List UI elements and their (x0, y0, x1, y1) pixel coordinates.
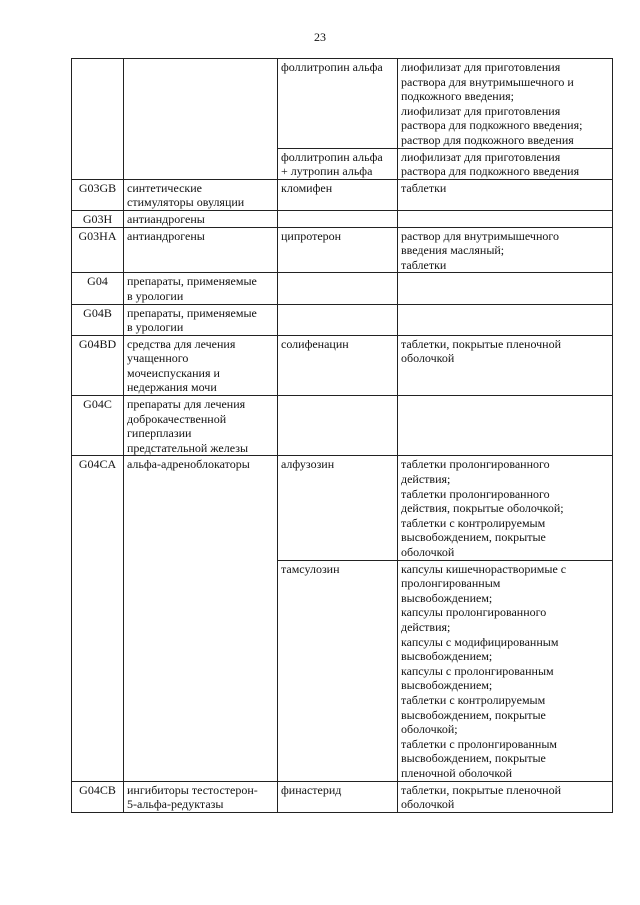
group-line: антиандрогены (127, 228, 205, 243)
group-line: доброкачественной (127, 411, 227, 426)
group-line: гиперплазии (127, 426, 192, 441)
form-line: высвобождением; (401, 649, 493, 664)
group-line: антиандрогены (127, 211, 205, 226)
form-line: капсулы с модифицированным (401, 634, 559, 649)
group-line: учащенного (127, 351, 189, 366)
page-number: 23 (314, 30, 326, 44)
form-line: оболочкой (401, 351, 455, 366)
form-line: оболочкой (401, 797, 455, 812)
group-line: в урологии (127, 320, 184, 335)
form-line: высвобождением, покрытые (401, 707, 546, 722)
atc-code-cell: G03H (72, 210, 124, 227)
atc-code-cell: G03HA (72, 227, 124, 273)
form-cell (398, 210, 613, 227)
group-cell (124, 781, 278, 812)
substance-line: тамсулозин (281, 561, 340, 576)
form-cell (398, 59, 613, 149)
substance-cell (278, 335, 398, 395)
table-row (72, 396, 613, 456)
atc-code-cell: G04 (72, 273, 124, 304)
substance-cell (278, 396, 398, 456)
form-cell (398, 456, 613, 560)
form-line: таблетки с контролируемым (401, 692, 546, 707)
form-line: капсулы кишечнорастворимые с (401, 561, 567, 576)
substance-cell (278, 59, 398, 149)
form-line: капсулы пролонгированного (401, 605, 547, 620)
group-cell (124, 210, 278, 227)
table-row (72, 273, 613, 304)
table-row (72, 781, 613, 812)
group-line: средства для лечения (127, 336, 236, 351)
table-body (72, 59, 613, 813)
group-line: 5-альфа-редуктазы (127, 797, 224, 812)
form-line: действия, покрытые оболочкой; (401, 501, 564, 516)
group-line: альфа-адреноблокаторы (127, 457, 250, 472)
form-line: высвобождением, покрытые (401, 751, 546, 766)
form-cell (398, 396, 613, 456)
group-cell (124, 179, 278, 210)
substance-cell (278, 273, 398, 304)
form-cell (398, 148, 613, 179)
group-cell (124, 304, 278, 335)
group-line: мочеиспускания и (127, 365, 220, 380)
form-line: лиофилизат для приготовления (401, 60, 561, 74)
substance-line: кломифен (281, 180, 333, 195)
group-cell (124, 227, 278, 273)
table-row (72, 59, 613, 149)
form-line: раствора для подкожного введения (401, 164, 580, 179)
substance-cell (278, 304, 398, 335)
form-line: высвобождением, покрытые (401, 530, 546, 545)
substance-line: ципротерон (281, 228, 342, 243)
atc-code-cell (72, 59, 124, 180)
form-line: пленочной оболочкой (401, 765, 513, 780)
form-line: таблетки (401, 180, 447, 195)
substance-line: алфузозин (281, 457, 335, 472)
atc-code-cell: G03GB (72, 179, 124, 210)
form-line: таблетки пролонгированного (401, 457, 550, 472)
substance-line: + лутропин альфа (281, 164, 373, 179)
group-cell (124, 396, 278, 456)
group-line: препараты, применяемые (127, 305, 257, 320)
group-line: препараты, применяемые (127, 274, 257, 289)
group-cell (124, 59, 278, 180)
form-cell (398, 227, 613, 273)
group-line: стимуляторы овуляции (127, 195, 245, 210)
form-line: капсулы с пролонгированным (401, 663, 554, 678)
group-cell (124, 335, 278, 395)
form-line: таблетки, покрытые пленочной (401, 782, 562, 797)
group-line: в урологии (127, 288, 184, 303)
table-row (72, 227, 613, 273)
group-cell (124, 273, 278, 304)
substance-line: фоллитропин альфа (281, 149, 383, 164)
form-line: пролонгированным (401, 576, 501, 591)
group-line: недержания мочи (127, 380, 217, 395)
form-cell (398, 304, 613, 335)
table-row (72, 304, 613, 335)
group-line: синтетические (127, 180, 202, 195)
form-cell (398, 560, 613, 781)
form-cell (398, 335, 613, 395)
atc-code-cell: G04BD (72, 335, 124, 395)
form-line: оболочкой (401, 545, 455, 559)
table-row (72, 456, 613, 560)
form-line: раствор для подкожного введения (401, 132, 574, 147)
substance-cell (278, 456, 398, 560)
form-cell (398, 781, 613, 812)
form-line: раствор для внутримышечного (401, 228, 559, 243)
group-cell (124, 456, 278, 781)
form-line: лиофилизат для приготовления (401, 149, 561, 164)
substance-cell (278, 179, 398, 210)
substance-cell (278, 781, 398, 812)
form-line: раствора для подкожного введения; (401, 118, 583, 133)
group-line: препараты для лечения (127, 397, 246, 412)
substance-cell (278, 148, 398, 179)
form-line: действия; (401, 619, 451, 634)
atc-code-cell: G04CA (72, 456, 124, 781)
form-cell (398, 179, 613, 210)
form-line: подкожного введения; (401, 89, 514, 104)
form-line: действия; (401, 472, 451, 487)
form-line: введения масляный; (401, 243, 505, 258)
form-line: высвобождением; (401, 590, 493, 605)
table-row (72, 210, 613, 227)
atc-code-cell: G04CB (72, 781, 124, 812)
form-line: лиофилизат для приготовления (401, 103, 561, 118)
table-row (72, 179, 613, 210)
drug-table (71, 58, 613, 813)
atc-code-cell: G04B (72, 304, 124, 335)
table-row (72, 335, 613, 395)
group-line: предстательной железы (127, 440, 249, 455)
substance-line: финастерид (281, 782, 342, 797)
form-line: таблетки с контролируемым (401, 515, 546, 530)
substance-cell (278, 227, 398, 273)
form-line: оболочкой; (401, 722, 458, 737)
form-line: таблетки, покрытые пленочной (401, 336, 562, 351)
substance-cell (278, 210, 398, 227)
substance-cell (278, 560, 398, 781)
form-cell (398, 273, 613, 304)
form-line: таблетки с пролонгированным (401, 736, 558, 751)
substance-line: фоллитропин альфа (281, 60, 383, 74)
atc-code-cell: G04C (72, 396, 124, 456)
group-line: ингибиторы тестостерон- (127, 782, 258, 797)
substance-line: солифенацин (281, 336, 349, 351)
form-line: раствора для внутримышечного и (401, 74, 574, 89)
form-line: таблетки (401, 257, 447, 272)
form-line: высвобождением; (401, 678, 493, 693)
form-line: таблетки пролонгированного (401, 486, 550, 501)
